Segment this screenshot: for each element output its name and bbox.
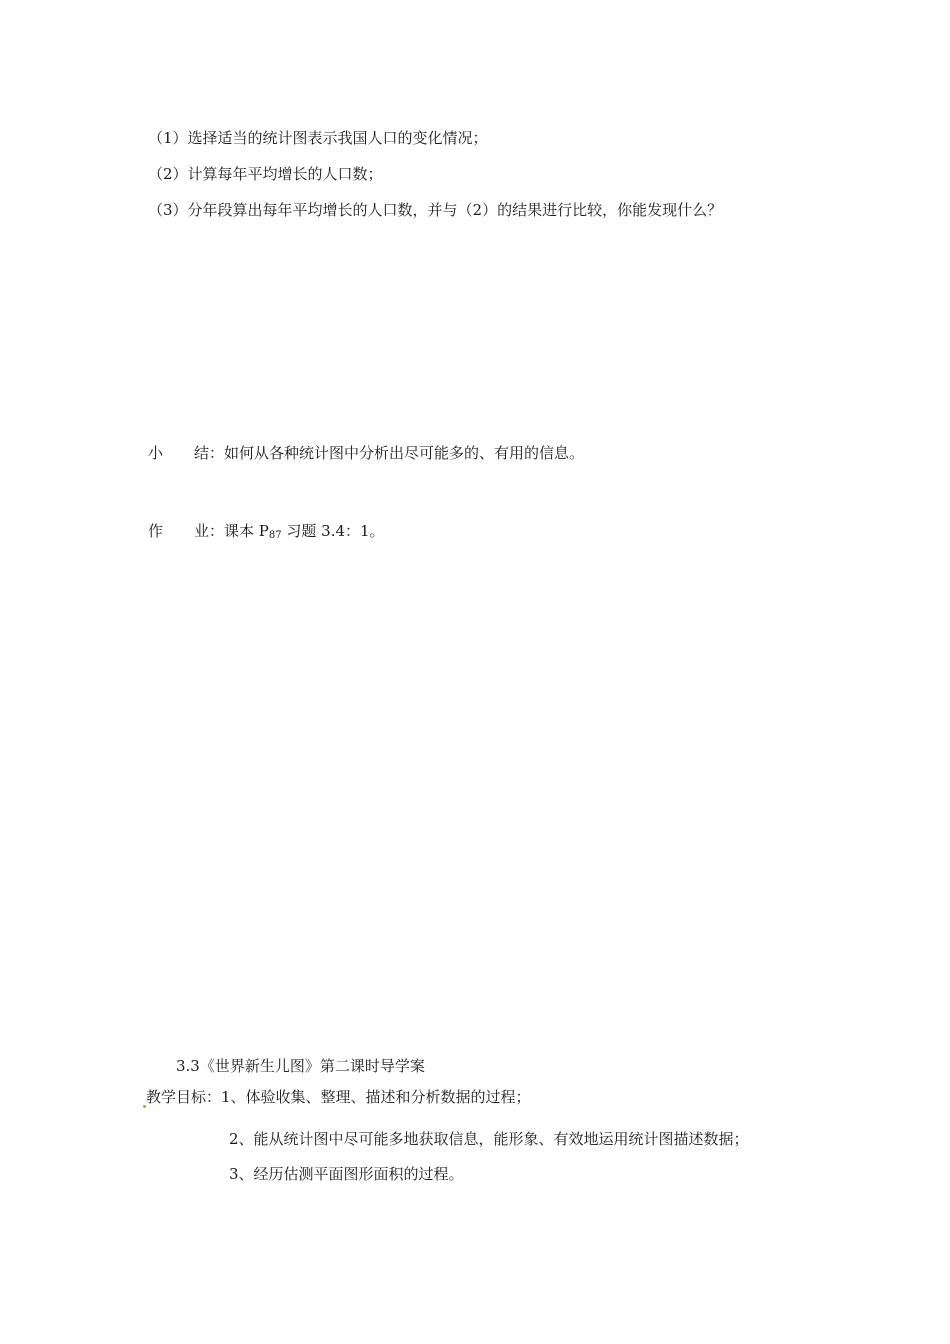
homework-text-after: 习题 3.4：1。 [281, 522, 385, 540]
question-2: （2）计算每年平均增长的人口数； [148, 165, 383, 183]
objectives-label: 教学目标： [146, 1088, 222, 1106]
question-1: （1）选择适当的统计图表示我国人口的变化情况； [148, 129, 488, 147]
summary-text: ：如何从各种统计图中分析出尽可能多的、有用的信息。 [209, 444, 585, 462]
lesson-title: 3.3《世界新生儿图》第二课时导学案 [176, 1057, 425, 1075]
homework-page-subscript: 87 [268, 530, 282, 541]
homework-label-first: 作 [148, 522, 164, 540]
summary-label-second: 结 [194, 444, 210, 462]
summary [148, 443, 584, 463]
objectives [143, 1087, 531, 1108]
question-3: （3）分年段算出每年平均增长的人口数，并与（2）的结果进行比较，你能发现什么？ [148, 201, 723, 219]
objective-2: 2、能从统计图中尽可能多地获取信息，能形象、有效地运用统计图描述数据； [229, 1130, 749, 1148]
homework-label-second: 业 [194, 522, 210, 540]
objective-3: 3、经历估测平面图形面积的过程。 [229, 1165, 464, 1183]
summary-label-first: 小 [148, 444, 164, 462]
homework-text-before: ：课本 P [209, 522, 269, 540]
homework [148, 521, 385, 546]
objective-1: 1、体验收集、整理、描述和分析数据的过程； [221, 1088, 531, 1106]
